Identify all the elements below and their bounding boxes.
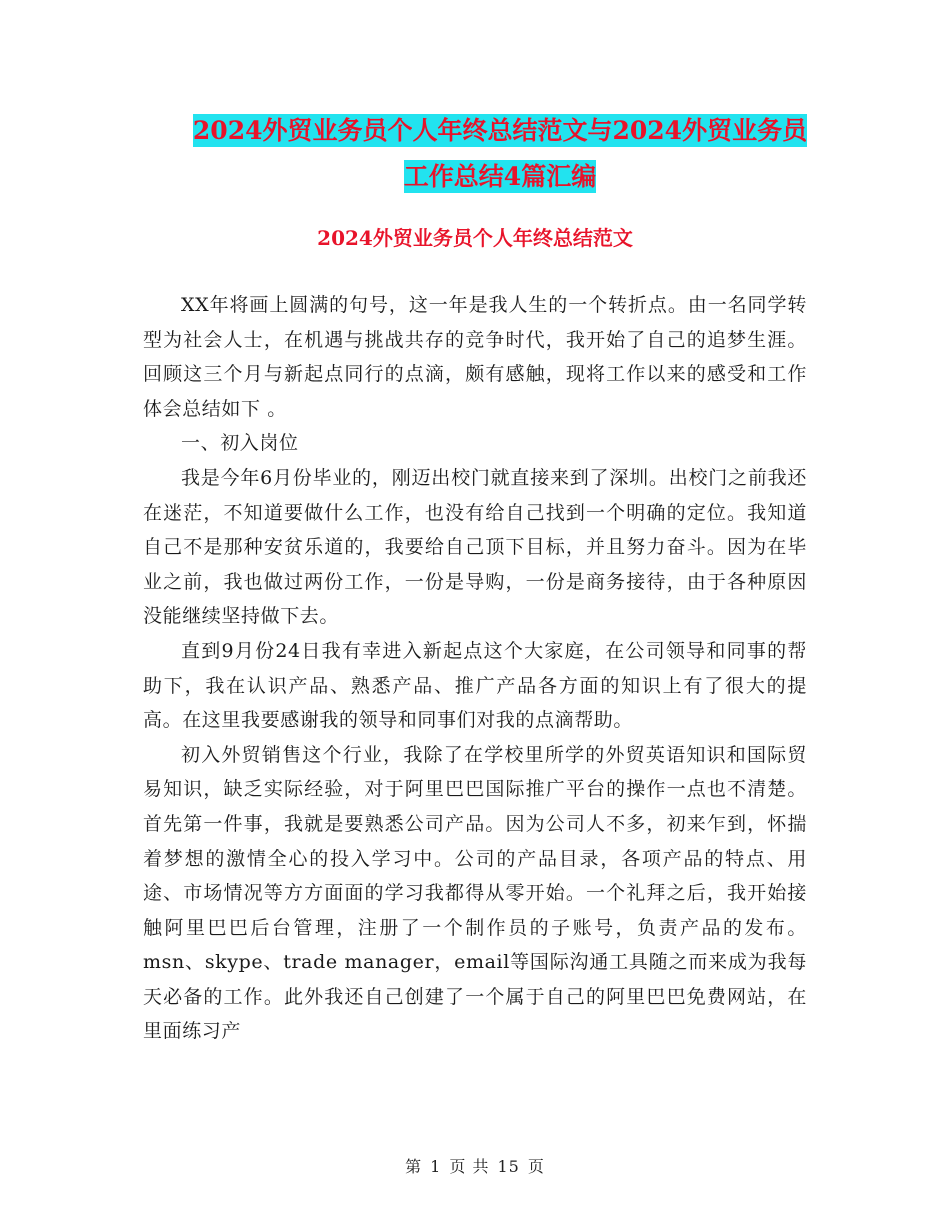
page-footer <box>0 1154 950 1177</box>
page-number: 1 <box>430 1157 442 1176</box>
page-total: 15 <box>497 1157 520 1176</box>
page-suffix: 页 <box>527 1157 545 1176</box>
page-prefix: 第 <box>405 1157 423 1176</box>
paragraph-heading-initial-position: 一、初入岗位 <box>181 432 299 455</box>
document-title <box>140 108 860 200</box>
document-title-line-1: 2024外贸业务员个人年终总结范文与2024外贸业务员 <box>192 116 808 145</box>
section-title: 2024外贸业务员个人年终总结范文 <box>317 226 633 250</box>
paragraph-4: 初入外贸销售这个行业，我除了在学校里所学的外贸英语知识和国际贸易知识，缺乏实际经验，对于阿里巴巴国际推广平台的操作一点也不清楚。首先第一件事，我就是要熟悉公司产品。因为公司人不多，初来乍到，怀揣着梦想的激情全心的投入学习中。公司的产品目录，各项产品的特点、用途、市场情况等方方面面的学习我都得从零开始。一个礼拜之后，我开始接触阿里巴巴后台管理，注册了一个制作员的子账号，负责产品的发布。msn、skype、trade manager，email等国际沟通工具随之而来成为我每天必备的工作。此外我还自己创建了一个属于自己的阿里巴巴免费网站，在里面练习产 <box>143 743 807 1043</box>
paragraph-2: 我是今年6月份毕业的，刚迈出校门就直接来到了深圳。出校门之前我还在迷茫，不知道要做什么工作，也没有给自己找到一个明确的定位。我知道自己不是那种安贫乐道的，我要给自己顶下目标，并且努力奋斗。因为在毕业之前，我也做过两份工作，一份是导购，一份是商务接待，由于各种原因没能继续坚持做下去。 <box>143 466 807 628</box>
document-title-line-2: 工作总结4篇汇编 <box>403 162 597 191</box>
document-body <box>143 288 807 1049</box>
paragraph-3: 直到9月份24日我有幸进入新起点这个大家庭，在公司领导和同事的帮助下，我在认识产品、熟悉产品、推广产品各方面的知识上有了很大的提高。在这里我要感谢我的领导和同事们对我的点滴帮助。 <box>143 639 807 732</box>
paragraph-1: XX年将画上圆满的句号，这一年是我人生的一个转折点。由一名同学转型为社会人士，在机遇与挑战共存的竞争时代，我开始了自己的追梦生涯。回顾这三个月与新起点同行的点滴，颇有感触，现将工作以来的感受和工作体会总结如下 。 <box>143 294 807 420</box>
page-mid: 页 共 <box>449 1157 490 1176</box>
